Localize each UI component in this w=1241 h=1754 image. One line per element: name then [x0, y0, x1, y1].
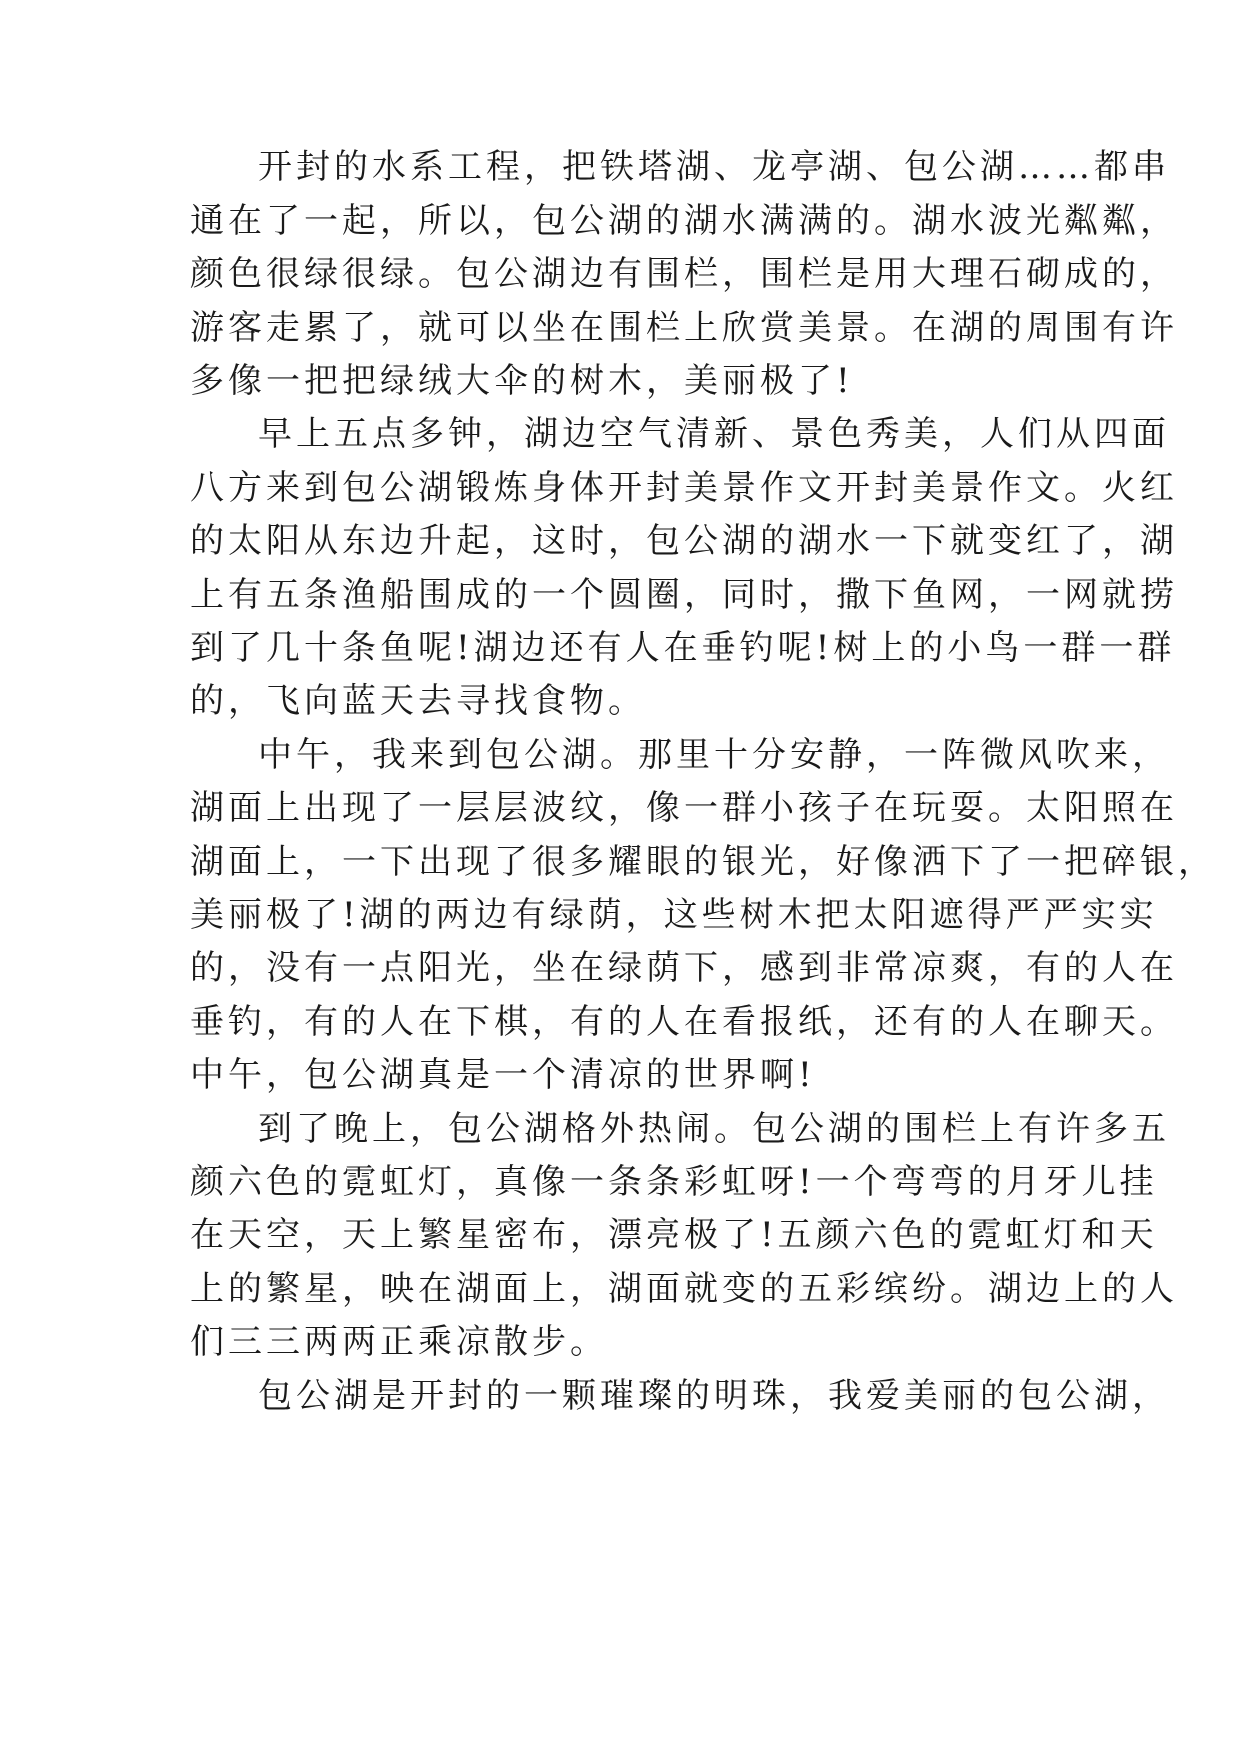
text-line: 上的繁星，映在湖面上，湖面就变的五彩缤纷。湖边上的人: [190, 1269, 1178, 1309]
text-line: 八方来到包公湖锻炼身体开封美景作文开封美景作文。火红: [190, 468, 1178, 508]
text-line: 美丽极了!湖的两边有绿荫，这些树木把太阳遮得严严实实: [190, 895, 1158, 935]
text-line: 到了几十条鱼呢!湖边还有人在垂钓呢!树上的小鸟一群一群: [190, 628, 1176, 668]
text-line: 到了晚上，包公湖格外热闹。包公湖的围栏上有许多五: [258, 1109, 1170, 1149]
text-line: 颜六色的霓虹灯，真像一条条彩虹呀!一个弯弯的月牙儿挂: [190, 1162, 1158, 1202]
text-line: 开封的水系工程，把铁塔湖、龙亭湖、包公湖……都串: [258, 147, 1170, 187]
text-line: 中午，我来到包公湖。那里十分安静，一阵微风吹来，: [258, 735, 1170, 775]
text-line: 上有五条渔船围成的一个圆圈，同时，撒下鱼网，一网就捞: [190, 575, 1178, 615]
text-line: 中午，包公湖真是一个清凉的世界啊!: [190, 1055, 816, 1095]
text-line: 的太阳从东边升起，这时，包公湖的湖水一下就变红了，湖: [190, 521, 1178, 561]
text-line: 们三三两两正乘凉散步。: [190, 1322, 608, 1362]
text-line: 的，飞向蓝天去寻找食物。: [190, 681, 646, 721]
text-line: 游客走累了，就可以坐在围栏上欣赏美景。在湖的周围有许: [190, 308, 1178, 348]
text-line: 通在了一起，所以，包公湖的湖水满满的。湖水波光粼粼，: [190, 201, 1178, 241]
text-line: 的，没有一点阳光，坐在绿荫下，感到非常凉爽，有的人在: [190, 948, 1178, 988]
text-line: 颜色很绿很绿。包公湖边有围栏，围栏是用大理石砌成的，: [190, 254, 1178, 294]
text-line: 早上五点多钟，湖边空气清新、景色秀美，人们从四面: [258, 414, 1170, 454]
text-line: 湖面上，一下出现了很多耀眼的银光，好像洒下了一把碎银，: [190, 842, 1216, 882]
text-line: 垂钓，有的人在下棋，有的人在看报纸，还有的人在聊天。: [190, 1002, 1178, 1042]
text-line: 湖面上出现了一层层波纹，像一群小孩子在玩耍。太阳照在: [190, 788, 1178, 828]
text-line: 多像一把把绿绒大伞的树木，美丽极了!: [190, 361, 854, 401]
text-line: 包公湖是开封的一颗璀璨的明珠，我爱美丽的包公湖，: [258, 1376, 1170, 1416]
text-line: 在天空，天上繁星密布，漂亮极了!五颜六色的霓虹灯和天: [190, 1215, 1158, 1255]
